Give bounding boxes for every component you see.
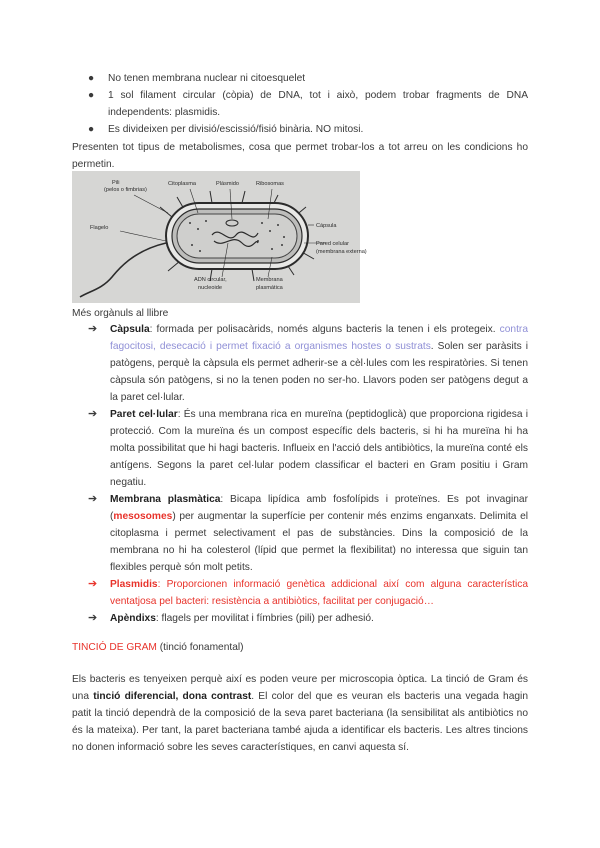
arrow-marker: ➔ [88,612,98,624]
bullet-text: No tenen membrana nuclear ni citoesquelet [108,73,306,84]
label-adn-sub: nucleoide [198,285,222,291]
arrow-marker: ➔ [88,323,98,335]
more-organelles-note: Més orgànuls al llibre [72,308,169,319]
apendixs-text: : flagels per movilitat i fímbries (pili) per adhesió. [155,613,374,624]
membrana-text: : Bicapa lipídica amb fosfolípids i proteïnes. Es pot invaginar ( [110,494,528,522]
capsula-text-2: . Solen ser paràsits i patògens, perquè la càpsula els permet adherir-se a cèl·lules com les respiratòries. Si tenen càpsula són patògens, si no la tenen poden no ser-ho. Llavors poden ser patògens degut a la paret cel·lular. [110,341,529,403]
label-flagelo: Flagelo [90,225,109,231]
list-item-capsula [88,321,528,406]
membrana-text-2: ) per augmentar la superfície per contenir més enzims enganxats. Delimita el citoplasma i permet selectivament el pas de substàncies. Dins la composició de la membrana no hi ha colesterol (lípid que permet la flexibilitat) no interessa que siguin tan flexibles perquè són molt petits. [110,511,528,573]
arrow-marker: ➔ [88,408,98,420]
section-heading-gram [72,639,244,656]
bullet-marker: ● [88,73,95,84]
label-citoplasma: Citoplasma [168,181,196,187]
label-pared-sub: (membrana externa) [316,249,367,255]
label-pili-sub: (pelos o fimbrias) [104,187,147,193]
list-item-plasmidis [88,576,528,610]
term-apendixs: Apèndixs [110,613,156,624]
bacterium-illustration [72,171,367,303]
label-membrana-sub: plasmática [256,285,283,291]
gram-subtitle: (tinció fonamental) [156,642,244,653]
list-item-apendixs [88,610,528,627]
arrow-marker: ➔ [88,493,98,505]
paret-text: : És una membrana rica en mureïna (peptidoglicà) que proporciona rigidesa i protecció. Com la mureïna és un compost específic dels bacteris, si hi ha mureïna hi ha molta possibilitat que hi hagi bacteris. Influeix en l'acció dels antibiòtics, la mureïna conté els antígens. Segons la paret cel·lular podem classificar el bacteri en Gram positiu i Gram negatiu. [110,409,528,488]
label-capsula: Cápsula [316,223,337,229]
gram-bold: tinció diferencial, dona contrast [93,691,252,702]
arrow-marker: ➔ [88,578,98,590]
term-membrana: Membrana plasmàtica [110,494,221,505]
gram-text: Els bacteris es tenyeixen perquè així es poden veure per microscopia òptica. La tinció de Gram és una [72,674,528,702]
capsula-text: : formada per polisacàrids, només alguns bacteris la tenen i els protegeix. [149,324,500,335]
list-item-membrana [88,491,528,576]
list-item-paret [88,406,528,491]
list-item [88,87,528,121]
label-pared: Pared celular [316,241,349,247]
gram-title: TINCIÓ DE GRAM [72,642,157,653]
bacterium-diagram [72,171,367,303]
term-plasmidis: Plasmidis [110,579,158,590]
feature-bullet-list [88,70,528,138]
bullet-marker: ● [88,90,95,101]
term-mesosomes: mesosomes [113,511,173,522]
plasmidis-text: : Proporcionen informació genètica addicional així com alguna característica ventatjosa pel bacteri: resistència a antibiòtics, facilitat per conjugació… [110,579,528,607]
term-paret: Paret cel·lular [110,409,178,420]
gram-paragraph [72,671,528,756]
label-pili: Pili [112,180,120,186]
organelle-list [88,321,528,627]
label-adn: ADN circular, [194,277,227,283]
list-item [88,121,528,138]
bullet-text: 1 sol filament circular (còpia) de DNA, tot i això, podem trobar fragments de DNA independents: plasmidis. [108,90,528,118]
label-membrana: Membrana [256,277,283,283]
term-capsula: Càpsula [110,324,150,335]
intro-paragraph: Presenten tot tipus de metabolismes, cosa que permet trobar-los a tot arreu on les condicions ho permetin. [72,142,528,170]
label-ribosomas: Ribosomas [256,181,284,187]
list-item [88,70,528,87]
gram-text-2: . El color del que es veuran els bacteris una vegada hagin patit la tinció dependrà de la composició de la seva paret bacteriana (la sensibilitat als antibiòtics no és la mateixa). Per tant, la paret bacteriana també ajuda a identificar els bacteris. Les altres tincions no donen informació sobre les seves característiques, en canvi aquesta sí. [72,691,528,753]
label-plasmido: Plásmido [216,181,240,187]
bullet-marker: ● [88,124,95,135]
bullet-text: Es divideixen per divisió/escissió/fisió binària. NO mitosi. [108,124,364,135]
capsula-highlight: contra fagocitosi, desecació i permet fixació a organismes hostes o sustrats [110,324,528,352]
